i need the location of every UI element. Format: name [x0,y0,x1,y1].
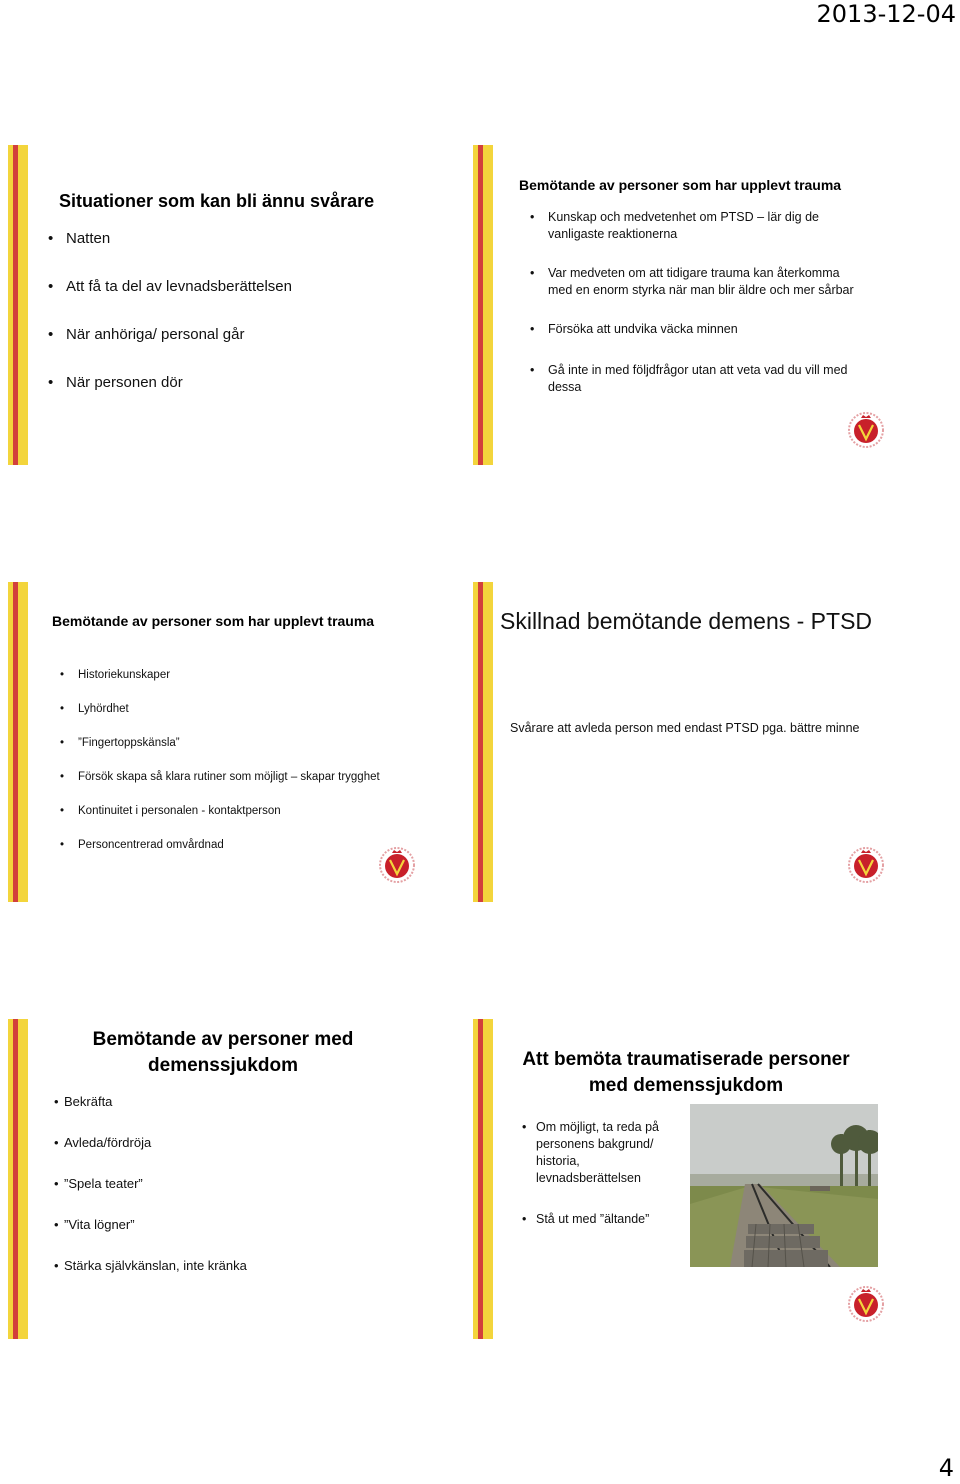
railway-photo [690,1104,878,1267]
emblem-icon [847,407,885,453]
bullet-list [60,668,380,852]
slide-stripe [473,1019,493,1339]
bullet-list [54,1093,247,1274]
emblem-icon [378,842,416,888]
slide-title: Situationer som kan bli ännu svårare [59,191,375,211]
list-item: • Att få ta del av levnadsberättelsen [48,277,292,297]
list-item: • Kunskap och medvetenhet om PTSD – lär dig de vanligaste reaktionerna [530,209,860,243]
slide-1 [8,145,488,465]
list-item: • Kontinuitet i personalen - kontaktperson [60,804,380,818]
list-item: • Gå inte in med följdfrågor utan att veta vad du vill med dessa [530,362,860,396]
bullet-list [530,209,860,396]
list-item: • Lyhördhet [60,702,380,716]
emblem-icon [847,842,885,888]
list-item: • När anhöriga/ personal går [48,325,292,345]
list-item: • Stärka självkänslan, inte kränka [54,1257,247,1274]
slide-title: Bemötande av personer som har upplevt trauma [519,177,842,193]
slide-title: Skillnad bemötande demens - PTSD [500,608,873,634]
bullet-list [48,229,292,393]
list-item: • Bekräfta [54,1093,247,1110]
bullet-list [522,1119,682,1228]
slide-3 [8,582,488,902]
slide-stripe [8,145,28,465]
slide-stripe [8,1019,28,1339]
list-item: • ”Vita lögner” [54,1216,247,1233]
slide-title: Bemötande av personer med demenssjukdom [92,1029,354,1076]
slide-5 [8,1019,488,1339]
list-item: • Historiekunskaper [60,668,380,682]
slide-stripe [8,582,28,902]
list-item: • När personen dör [48,373,292,393]
list-item: • Var medveten om att tidigare trauma kan återkomma med en enorm styrka när man blir äldre och mer sårbar [530,265,860,299]
list-item: • Natten [48,229,292,249]
slide-title: Att bemöta traumatiserade personer med demenssjukdom [522,1049,850,1096]
document-date: 2013-12-04 [816,0,956,28]
list-item: • Försöka att undvika väcka minnen [530,321,860,338]
slide-4 [473,582,953,902]
slide-stripe [473,145,493,465]
list-item: • ”Spela teater” [54,1175,247,1192]
list-item: • Försök skapa så klara rutiner som möjligt – skapar trygghet [60,770,380,784]
list-item: • Om möjligt, ta reda på personens bakgrund/ historia, levnadsberättelsen [522,1119,682,1187]
list-item: • Personcentrerad omvårdnad [60,838,380,852]
slide-stripe [473,582,493,902]
list-item: • Stå ut med ”ältande” [522,1211,682,1228]
emblem-icon [847,1281,885,1327]
slide-body-text: Svårare att avleda person med endast PTSD pga. bättre minne [510,721,860,735]
page-number: 4 [938,1454,954,1482]
slide-title: Bemötande av personer som har upplevt trauma [52,613,375,629]
list-item: • Avleda/fördröja [54,1134,247,1151]
slide-2 [473,145,953,465]
list-item: • ”Fingertoppskänsla” [60,736,380,750]
